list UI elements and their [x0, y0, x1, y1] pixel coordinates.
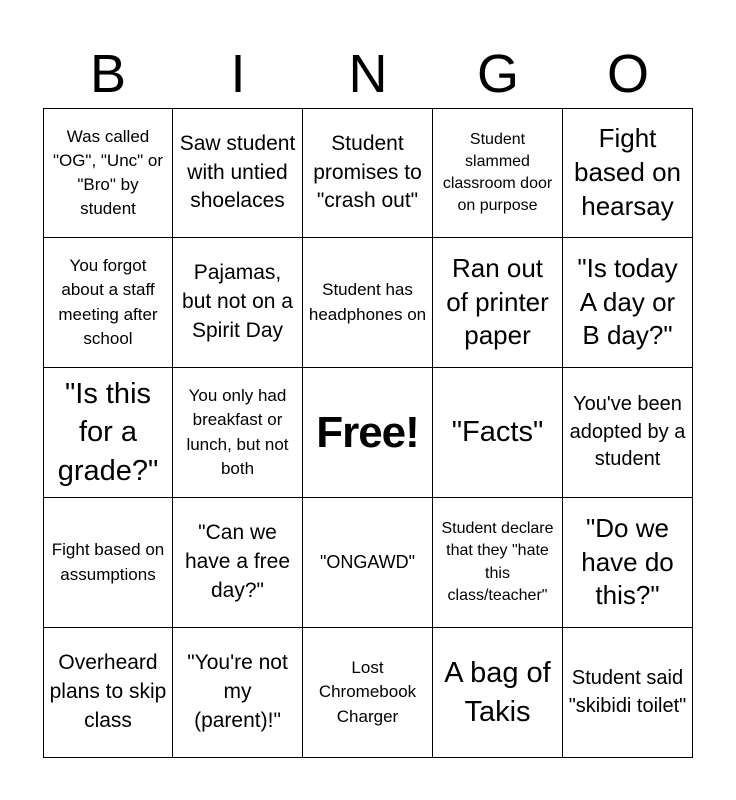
- bingo-cell-r3-c2[interactable]: [173, 368, 303, 498]
- cell-text: Student promises to "crash out": [313, 131, 422, 213]
- cell-text: "Can we have a free day?": [184, 521, 291, 602]
- bingo-cell-r2-c4[interactable]: [433, 238, 563, 368]
- bingo-cell-r2-c5[interactable]: [563, 238, 693, 368]
- bingo-cell-r1-c5[interactable]: [563, 108, 693, 238]
- cell-text: Fight based on hearsay: [574, 123, 681, 221]
- cell-text: "Is this for a grade?": [57, 377, 159, 487]
- bingo-cell-r5-c4[interactable]: [433, 628, 563, 758]
- cell-text: Overheard plans to skip class: [49, 651, 167, 732]
- bingo-cell-r1-c2[interactable]: [173, 108, 303, 238]
- bingo-cell-r1-c4[interactable]: [433, 108, 563, 238]
- cell-text: Saw student with untied shoelaces: [179, 131, 296, 213]
- free-space-label: Free!: [316, 407, 419, 457]
- cell-text: "Do we have do this?": [581, 512, 674, 611]
- cell-text: Student declare that they "hate this class/teacher": [441, 520, 554, 604]
- cell-text: Lost Chromebook Charger: [318, 658, 417, 726]
- cell-text: "Facts": [451, 416, 544, 449]
- bingo-cell-r2-c2[interactable]: [173, 238, 303, 368]
- bingo-cell-r5-c5[interactable]: [563, 628, 693, 758]
- header-letter-o: O: [606, 44, 649, 104]
- bingo-cell-r1-c3[interactable]: [303, 108, 433, 238]
- bingo-cell-r4-c4[interactable]: [433, 498, 563, 628]
- cell-text: A bag of Takis: [444, 656, 551, 728]
- bingo-cell-r3-c5[interactable]: [563, 368, 693, 498]
- cell-text: Pajamas, but not on a Spirit Day: [182, 261, 293, 342]
- cell-text: Was called "OG", "Unc" or "Bro" by student: [52, 126, 164, 219]
- bingo-cell-r4-c3[interactable]: [303, 498, 433, 628]
- bingo-cell-r5-c3[interactable]: [303, 628, 433, 758]
- cell-text: "ONGAWD": [319, 551, 416, 572]
- header-letter-b: B: [89, 44, 127, 104]
- bingo-cell-r4-c1[interactable]: [43, 498, 173, 628]
- bingo-cell-r1-c1[interactable]: [43, 108, 173, 238]
- bingo-cell-r2-c1[interactable]: [43, 238, 173, 368]
- cell-text: "Is today A day or B day?": [577, 252, 678, 351]
- cell-text: "You're not my (parent)!": [187, 651, 288, 732]
- bingo-header: [43, 40, 693, 108]
- header-letter-g: G: [476, 44, 519, 104]
- cell-text: Ran out of printer paper: [446, 252, 549, 351]
- header-letter-n: N: [348, 44, 388, 104]
- bingo-cell-r5-c2[interactable]: [173, 628, 303, 758]
- bingo-cell-r4-c5[interactable]: [563, 498, 693, 628]
- cell-text: Fight based on assumptions: [51, 540, 165, 584]
- cell-text: Student said "skibidi toilet": [568, 666, 687, 717]
- bingo-cell-r3-c4[interactable]: [433, 368, 563, 498]
- bingo-cell-free[interactable]: [303, 368, 433, 498]
- cell-text: Student slammed classroom door on purpose: [442, 130, 553, 215]
- bingo-cell-r4-c2[interactable]: [173, 498, 303, 628]
- bingo-cell-r5-c1[interactable]: [43, 628, 173, 758]
- cell-text: You've been adopted by a student: [569, 393, 686, 471]
- bingo-cell-r2-c3[interactable]: [303, 238, 433, 368]
- header-letter-i: I: [230, 44, 246, 104]
- cell-text: You forgot about a staff meeting after school: [58, 256, 158, 348]
- bingo-board: [43, 108, 693, 758]
- bingo-cell-r3-c1[interactable]: [43, 368, 173, 498]
- cell-text: Student has headphones on: [308, 280, 427, 324]
- cell-text: You only had breakfast or lunch, but not both: [186, 386, 289, 478]
